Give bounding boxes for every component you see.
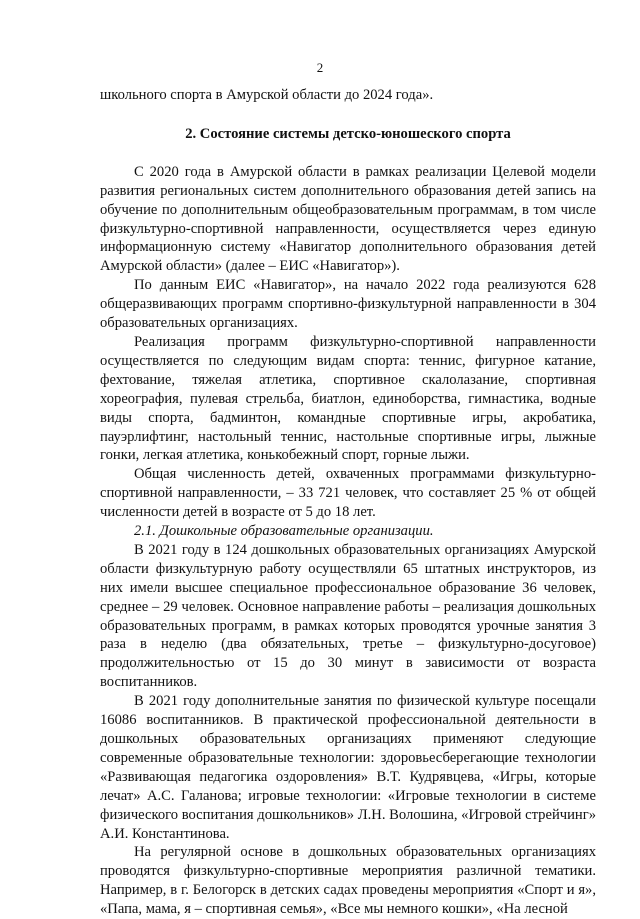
paragraph: В 2021 году дополнительные занятия по физической культуре посещали 16086 воспитанников. В практической профессиональной деятельности в дошкольных образовательных организациях применяют следующие современные образовательные технологии: здоровьесберегающие технологии «Развивающая педагогика оздоровления» В.Т. Кудрявцева, «Игры, которые лечат» А.С. Галанова; игровые технологии: «Игровые технологии в системе физического воспитания дошкольников» Л.Н. Волошина, «Игровой стрейчинг» А.И. Константинова.: [100, 693, 596, 842]
document-body: [100, 86, 596, 919]
paragraph: На регулярной основе в дошкольных образовательных организациях проводятся физкультурно-спортивные мероприятия различной тематики. Например, в г. Белогорск в детских садах проведены мероприятия «Спорт и я», «Папа, мама, я – спортивная семья», «Все мы немного кошки», «На лесной: [100, 844, 596, 918]
paragraph: Реализация программ физкультурно-спортивной направленности осуществляется по следующим видам спорта: теннис, фигурное катание, фехтование, тяжелая атлетика, спортивное скалолазание, спортивная хореография, пулевая стрельба, биатлон, единоборства, гимнастика, водные виды спорта, бадминтон, командные спортивные игры, акробатика, пауэрлифтинг, настольный теннис, настольные спортивные игры, лыжные гонки, легкая атлетика, конькобежный спорт, горные лыжи.: [100, 333, 596, 464]
subsection-heading: 2.1. Дошкольные образовательные организации.: [134, 523, 434, 540]
paragraph: В 2021 году в 124 дошкольных образовательных организациях Амурской области физкультурную работу осуществляли 65 штатных инструкторов, из них имели высшее специальное профессиональное образование 36 человек, среднее – 29 человек. Основное направление работы – реализация дошкольных образовательных программ, в рамках которых проводятся урочные занятия 3 раза в неделю (два обязательных, третье – физкультурно-досуговое) продолжительностью от 15 до 30 минут в зависимости от возраста воспитанников.: [100, 541, 596, 691]
paragraph: С 2020 года в Амурской области в рамках реализации Целевой модели развития региональных систем дополнительного образования детей запись на обучение по дополнительным общеобразовательным программам, в том числе физкультурно-спортивной направленности, осуществляется через единую информационную систему «Навигатор дополнительного образования детей Амурской области» (далее – ЕИС «Навигатор»).: [100, 163, 596, 275]
section-heading: 2. Состояние системы детско-юношеского спорта: [185, 125, 511, 142]
page-number: 2: [316, 60, 324, 75]
paragraph: По данным ЕИС «Навигатор», на начало 2022 года реализуются 628 общеразвивающих программ спортивно-физкультурной направленности в 304 образовательных организациях.: [100, 277, 596, 332]
paragraph: Общая численность детей, охваченных программами физкультурно-спортивной направленности, – 33 721 человек, что составляет 25 % от общей численности детей в возрасте от 5 до 18 лет.: [100, 466, 596, 521]
lead-line: школьного спорта в Амурской области до 2024 года».: [100, 87, 434, 103]
